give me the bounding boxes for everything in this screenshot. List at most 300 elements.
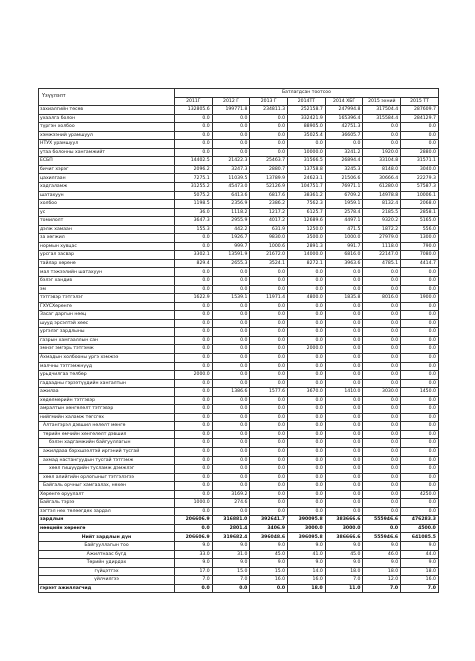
value-cell: 0.0	[325, 336, 363, 345]
value-cell: 0.0	[401, 123, 439, 132]
value-cell: 7562.3	[288, 200, 326, 209]
value-cell: 4250.0	[401, 490, 439, 499]
table-row	[39, 567, 439, 576]
value-cell: 0.0	[325, 319, 363, 328]
row-label: нөөцийн хөрөнгө	[39, 524, 175, 533]
row-label: утаа болонны хангамжийт	[39, 148, 175, 157]
value-cell: 0.0	[288, 499, 326, 508]
value-cell: 9320.2	[363, 217, 401, 226]
table-row	[39, 379, 439, 388]
value-cell: 57587.3	[401, 183, 439, 192]
value-cell: 5165.0	[401, 217, 439, 226]
value-cell: 0.0	[401, 353, 439, 362]
value-cell: 0.0	[288, 465, 326, 474]
value-cell: 3245.3	[325, 165, 363, 174]
value-cell: 0.0	[175, 473, 213, 482]
value-cell: 0.0	[212, 268, 250, 277]
row-label: Нийт зардлын дүн	[39, 533, 175, 542]
value-cell: 12.0	[363, 576, 401, 585]
value-cell: 1000.0	[175, 499, 213, 508]
value-cell: 0.0	[401, 379, 439, 388]
value-cell: 471.5	[325, 225, 363, 234]
value-cell: 2880.7	[250, 165, 288, 174]
value-cell: 1118.0	[363, 242, 401, 251]
value-cell: 6709.2	[325, 191, 363, 200]
value-cell: 1577.6	[250, 388, 288, 397]
value-cell: 396048.6	[250, 533, 288, 542]
value-cell: 9.0	[363, 559, 401, 568]
value-cell: 555946.6	[363, 516, 401, 525]
value-cell: 0.0	[175, 336, 213, 345]
value-cell: 14402.5	[175, 157, 213, 166]
value-cell: 3247.3	[212, 165, 250, 174]
row-label: мал тэжээлийн шатахуун	[39, 268, 175, 277]
value-cell: 0.0	[250, 345, 288, 354]
row-label: амралтын хөнгөлөлт тэтгэвэр	[39, 405, 175, 414]
value-cell: 25463.7	[250, 157, 288, 166]
row-label: хадгаламж	[39, 183, 175, 192]
row-label: шууд эрсэлтэй хөөс	[39, 319, 175, 328]
value-cell: 390095.8	[288, 516, 326, 525]
value-cell: 0.0	[325, 140, 363, 149]
value-cell: 13789.9	[250, 174, 288, 183]
value-cell: 317504.4	[363, 106, 401, 115]
value-cell: 0.0	[325, 473, 363, 482]
value-cell: 45473.0	[212, 183, 250, 192]
value-cell: 6125.7	[288, 208, 326, 217]
value-cell: 442.2	[212, 225, 250, 234]
value-cell: 1872.2	[363, 225, 401, 234]
value-cell: 9.0	[212, 541, 250, 550]
value-cell: 0.0	[212, 345, 250, 354]
year-column-header: 2012 Г	[212, 97, 250, 106]
value-cell: 0.0	[250, 584, 288, 593]
value-cell: 631.9	[250, 225, 288, 234]
value-cell: 0.0	[175, 447, 213, 456]
value-cell: 0.0	[288, 430, 326, 439]
value-cell: 0.0	[325, 405, 363, 414]
value-cell: 3500.0	[288, 234, 326, 243]
value-cell: 0.0	[212, 328, 250, 337]
value-cell: 7.0	[175, 576, 213, 585]
value-cell: 0.0	[212, 422, 250, 431]
row-label: шатахуун	[39, 191, 175, 200]
row-label: за хөгжил	[39, 234, 175, 243]
value-cell: 7080.0	[401, 251, 439, 260]
value-cell: 0.0	[250, 319, 288, 328]
value-cell: 1410.0	[325, 388, 363, 397]
value-cell: 641085.5	[401, 533, 439, 542]
value-cell: 0.0	[325, 439, 363, 448]
value-cell: 0.0	[325, 499, 363, 508]
value-cell: 10006.1	[401, 191, 439, 200]
value-cell: 0.0	[325, 490, 363, 499]
value-cell: 0.0	[250, 422, 288, 431]
value-cell: 2578.4	[325, 208, 363, 217]
value-cell: 21422.3	[212, 157, 250, 166]
table-row	[39, 465, 439, 474]
value-cell: 0.0	[175, 311, 213, 320]
value-cell: 9.0	[175, 541, 213, 550]
row-label: бэлэн хадгамжийн байгууллагын	[39, 439, 175, 448]
value-cell: 61280.0	[363, 183, 401, 192]
row-label: хэмжээний урамшуул	[39, 131, 175, 140]
value-cell: 0.0	[325, 430, 363, 439]
table-row	[39, 131, 439, 140]
value-cell: 0.0	[250, 114, 288, 123]
value-cell: 790.0	[401, 242, 439, 251]
value-cell: 0.0	[325, 311, 363, 320]
row-label: ажилаа	[39, 388, 175, 397]
value-cell: 0.0	[175, 388, 213, 397]
value-cell: 3670.0	[288, 388, 326, 397]
value-cell: 35025.4	[288, 131, 326, 140]
value-cell: 15.0	[250, 567, 288, 576]
value-cell: 0.0	[401, 396, 439, 405]
value-cell: 0.0	[212, 353, 250, 362]
row-label: Засаг даргын нөөц	[39, 311, 175, 320]
value-cell: 1000.0	[325, 234, 363, 243]
value-cell: 0.0	[175, 268, 213, 277]
value-cell: 0.0	[401, 140, 439, 149]
value-cell: 18.0	[363, 567, 401, 576]
row-label: газрын хамгааллын сан	[39, 336, 175, 345]
value-cell: 16.0	[250, 576, 288, 585]
value-cell: 0.0	[212, 362, 250, 371]
value-cell: 0.0	[363, 379, 401, 388]
value-cell: 0.0	[401, 311, 439, 320]
value-cell: 0.0	[401, 456, 439, 465]
value-cell: 0.0	[250, 490, 288, 499]
table-row	[39, 533, 439, 542]
value-cell: 45.0	[325, 550, 363, 559]
value-cell: 319682.4	[212, 533, 250, 542]
row-label: гэрээт ажиллагчид	[39, 584, 175, 593]
table-row	[39, 396, 439, 405]
value-cell: 0.0	[325, 396, 363, 405]
value-cell: 1920.0	[363, 148, 401, 157]
value-cell: 132805.6	[175, 106, 213, 115]
value-cell: 0.0	[212, 482, 250, 491]
value-cell: 0.0	[288, 396, 326, 405]
value-cell: 0.0	[175, 524, 213, 533]
value-cell: 2185.5	[363, 208, 401, 217]
value-cell: 0.0	[401, 499, 439, 508]
value-cell: 0.0	[212, 131, 250, 140]
value-cell: 9.0	[401, 559, 439, 568]
row-label: Алтангэрэл дэвшил нөлөлт мөнгө	[39, 422, 175, 431]
value-cell: 0.0	[363, 507, 401, 516]
value-cell: 0.0	[250, 336, 288, 345]
value-cell: 0.0	[288, 277, 326, 286]
value-cell: 9.0	[250, 559, 288, 568]
value-cell: 0.0	[250, 140, 288, 149]
row-label: ахмад настангуудын тусгай тэтгэмж	[39, 456, 175, 465]
value-cell: 555946.6	[363, 533, 401, 542]
value-cell: 0.0	[175, 285, 213, 294]
value-cell: 0.0	[250, 447, 288, 456]
value-cell: 0.0	[363, 131, 401, 140]
value-cell: 38361.2	[288, 191, 326, 200]
table-row	[39, 259, 439, 268]
value-cell: 0.0	[250, 430, 288, 439]
value-cell: 4017.2	[250, 217, 288, 226]
row-label: Төрийн удирдах	[39, 559, 175, 568]
value-cell: 0.0	[288, 422, 326, 431]
value-cell: 33.0	[175, 550, 213, 559]
value-cell: 0.0	[325, 362, 363, 371]
table-row	[39, 345, 439, 354]
value-cell: 6817.6	[250, 191, 288, 200]
value-cell: 31.0	[212, 550, 250, 559]
table-row	[39, 550, 439, 559]
value-cell: 2000.0	[288, 345, 326, 354]
value-cell: 0.0	[401, 473, 439, 482]
value-cell: 0.0	[401, 131, 439, 140]
row-label: тэтгэвэр тэтгэлэг	[39, 294, 175, 303]
value-cell: 0.0	[175, 413, 213, 422]
value-cell: 7275.1	[175, 174, 213, 183]
value-cell: 0.0	[250, 328, 288, 337]
value-cell: 0.0	[288, 311, 326, 320]
row-label: холбоо	[39, 200, 175, 209]
value-cell: 3030.0	[363, 388, 401, 397]
table-row	[39, 524, 439, 533]
row-label: захиалгийн төсөв	[39, 106, 175, 115]
value-cell: 0.0	[288, 482, 326, 491]
year-column-header: 2014 ХБГ	[325, 97, 363, 106]
table-row	[39, 499, 439, 508]
value-cell: 0.0	[250, 499, 288, 508]
value-cell: 3000.0	[325, 524, 363, 533]
value-cell: 0.0	[175, 114, 213, 123]
value-cell: 0.0	[212, 114, 250, 123]
value-cell: 0.0	[288, 371, 326, 380]
value-cell: 27979.0	[363, 234, 401, 243]
row-label: Хөрөнгө оруулалт	[39, 490, 175, 499]
table-row	[39, 362, 439, 371]
value-cell: 0.0	[212, 430, 250, 439]
value-cell: 0.0	[212, 371, 250, 380]
value-cell: 15.0	[212, 567, 250, 576]
value-cell: 284129.7	[401, 114, 439, 123]
value-cell: 0.0	[325, 447, 363, 456]
value-cell: 0.0	[250, 148, 288, 157]
table-row	[39, 174, 439, 183]
value-cell: 0.0	[325, 482, 363, 491]
value-cell: 0.0	[250, 285, 288, 294]
table-row	[39, 413, 439, 422]
value-cell: 88905.0	[288, 123, 326, 132]
value-cell: 0.0	[363, 336, 401, 345]
value-cell: 0.0	[212, 507, 250, 516]
value-cell: 76971.1	[325, 183, 363, 192]
budget-table	[38, 88, 439, 593]
value-cell: 8016.0	[363, 294, 401, 303]
value-cell: 0.0	[363, 482, 401, 491]
table-row	[39, 319, 439, 328]
table-row	[39, 277, 439, 286]
value-cell: 1217.2	[250, 208, 288, 217]
value-cell: 9.0	[288, 559, 326, 568]
value-cell: 5075.2	[175, 191, 213, 200]
value-cell: 0.0	[363, 302, 401, 311]
value-cell: 0.0	[250, 268, 288, 277]
value-cell: 0.0	[175, 482, 213, 491]
value-cell: 0.0	[325, 328, 363, 337]
value-cell: 18.0	[325, 567, 363, 576]
value-cell: 9.0	[325, 559, 363, 568]
value-cell: 0.0	[175, 430, 213, 439]
value-cell: 22279.3	[401, 174, 439, 183]
value-cell: 2068.0	[401, 200, 439, 209]
table-row	[39, 302, 439, 311]
value-cell: 0.0	[212, 447, 250, 456]
row-label: Ахмадын холбооны ургэ хэмжээ	[39, 353, 175, 362]
value-cell: 0.0	[325, 507, 363, 516]
table-row	[39, 208, 439, 217]
value-cell: 0.0	[212, 311, 250, 320]
value-cell: 0.0	[288, 302, 326, 311]
value-cell: 2801.4	[212, 524, 250, 533]
value-cell: 0.0	[175, 234, 213, 243]
value-cell: 7.0	[212, 576, 250, 585]
value-cell: 0.0	[288, 379, 326, 388]
row-label: ургэлэг зардлыны	[39, 328, 175, 337]
value-cell: 206606.9	[175, 516, 213, 525]
value-cell: 0.0	[363, 277, 401, 286]
value-cell: 0.0	[363, 422, 401, 431]
value-cell: 21506.6	[325, 174, 363, 183]
value-cell: 0.0	[212, 302, 250, 311]
row-label: томилолт	[39, 217, 175, 226]
value-cell: 0.0	[363, 456, 401, 465]
value-cell: 6816.0	[325, 251, 363, 260]
value-cell: 0.0	[288, 507, 326, 516]
value-cell: 31571.1	[401, 157, 439, 166]
value-cell: 9830.0	[250, 234, 288, 243]
value-cell: 0.0	[212, 396, 250, 405]
value-cell: 0.0	[288, 490, 326, 499]
value-cell: 1118.2	[212, 208, 250, 217]
value-cell: 0.0	[363, 447, 401, 456]
value-cell: 11039.5	[212, 174, 250, 183]
row-label: Ажилтнаас бүгд	[39, 550, 175, 559]
value-cell: 0.0	[288, 319, 326, 328]
table-row	[39, 490, 439, 499]
value-cell: 1900.0	[401, 294, 439, 303]
table-row	[39, 328, 439, 337]
value-cell: 0.0	[363, 413, 401, 422]
row-label: цахилгаан	[39, 174, 175, 183]
value-cell: 0.0	[250, 311, 288, 320]
value-cell: 0.0	[175, 396, 213, 405]
header-row-group	[39, 89, 439, 98]
row-label: ГХУСХөрөнгө	[39, 302, 175, 311]
value-cell: 3302.1	[175, 251, 213, 260]
value-cell: 0.0	[325, 302, 363, 311]
value-cell: 0.0	[175, 345, 213, 354]
value-cell: 0.0	[401, 277, 439, 286]
value-cell: 13758.8	[288, 165, 326, 174]
value-cell: 0.0	[401, 319, 439, 328]
value-cell: 0.0	[288, 405, 326, 414]
value-cell: 3963.6	[325, 259, 363, 268]
row-label: нормын хувцас	[39, 242, 175, 251]
value-cell: 0.0	[212, 473, 250, 482]
value-cell: 0.0	[175, 148, 213, 157]
value-cell: 0.0	[401, 447, 439, 456]
value-cell: 0.0	[363, 319, 401, 328]
table-row	[39, 439, 439, 448]
value-cell: 0.0	[401, 302, 439, 311]
value-cell: 0.0	[325, 371, 363, 380]
value-cell: 0.0	[288, 447, 326, 456]
value-cell: 21672.0	[250, 251, 288, 260]
value-cell: 0.0	[175, 277, 213, 286]
value-cell: 0.0	[250, 123, 288, 132]
value-cell: 0.0	[363, 353, 401, 362]
table-row	[39, 507, 439, 516]
row-label: төрийн өмчийн хөнгөлөлт дэвшил	[39, 430, 175, 439]
value-cell: 0.0	[363, 405, 401, 414]
value-cell: 3040.0	[401, 165, 439, 174]
value-cell: 16.0	[401, 576, 439, 585]
value-cell: 7.0	[363, 584, 401, 593]
row-label: ухаалга болон	[39, 114, 175, 123]
table-row	[39, 473, 439, 482]
value-cell: 2655.3	[212, 259, 250, 268]
value-cell: 2955.9	[212, 217, 250, 226]
value-cell: 0.0	[288, 362, 326, 371]
value-cell: 0.0	[288, 439, 326, 448]
value-cell: 33104.8	[363, 157, 401, 166]
value-cell: 10000.0	[288, 148, 326, 157]
row-label: үйлчилгээ	[39, 576, 175, 585]
value-cell: 0.0	[250, 131, 288, 140]
value-cell: 0.0	[363, 499, 401, 508]
row-label: бичиг хэрэг	[39, 165, 175, 174]
year-column-header: 2015 эхний	[363, 97, 401, 106]
value-cell: 0.0	[325, 413, 363, 422]
value-cell: 11.0	[325, 584, 363, 593]
value-cell: 392641.7	[250, 516, 288, 525]
value-cell: 0.0	[212, 584, 250, 593]
value-cell: 0.0	[325, 285, 363, 294]
row-label: ажилдааа бэрхшээлтэй иргэний тусгай	[39, 447, 175, 456]
value-cell: 1622.9	[175, 294, 213, 303]
value-cell: 9.0	[325, 541, 363, 550]
value-cell: 0.0	[363, 311, 401, 320]
value-cell: 22147.0	[363, 251, 401, 260]
value-cell: 0.0	[288, 285, 326, 294]
row-label: Байгаль тэрээ	[39, 499, 175, 508]
value-cell: 3524.1	[250, 259, 288, 268]
value-cell: 0.0	[325, 353, 363, 362]
value-cell: 1250.0	[288, 225, 326, 234]
value-cell: 0.0	[363, 439, 401, 448]
row-label: түргэн холбоо	[39, 123, 175, 132]
value-cell: 9.0	[175, 559, 213, 568]
value-cell: 0.0	[212, 405, 250, 414]
value-cell: 0.0	[175, 319, 213, 328]
value-cell: 0.0	[175, 302, 213, 311]
value-cell: 0.0	[175, 465, 213, 474]
value-cell: 9.0	[401, 541, 439, 550]
table-row	[39, 268, 439, 277]
value-cell: 0.0	[212, 413, 250, 422]
row-label: хөдөлмөрийн тэтгэвэр	[39, 396, 175, 405]
